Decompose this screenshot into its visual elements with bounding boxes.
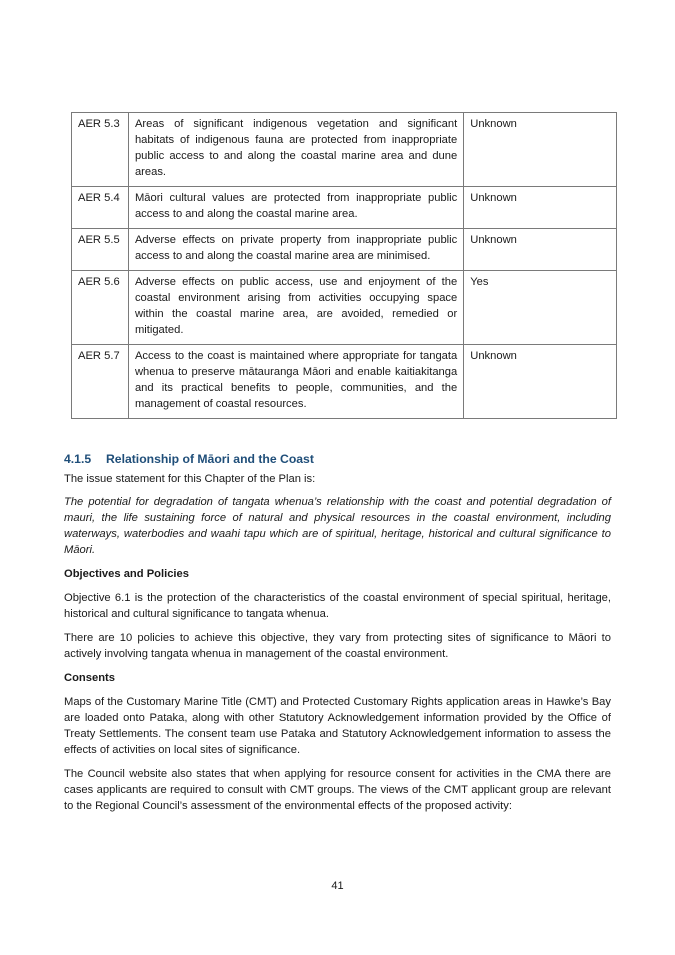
section-number: 4.1.5	[64, 452, 92, 466]
consents-paragraph-2: The Council website also states that when applying for resource consent for activities in the CMA there are cases applicants are required to consult with CMT groups. The views of the CMT applicant group are relevant to the Regional Council’s assessment of the environmental effects of the proposed activity:	[64, 768, 611, 812]
aer-code: AER 5.3	[72, 113, 129, 187]
table-row	[72, 271, 617, 345]
table-row	[72, 187, 617, 229]
aer-code: AER 5.5	[72, 229, 129, 271]
section-content	[64, 450, 611, 822]
aer-code: AER 5.7	[72, 345, 129, 419]
aer-code: AER 5.6	[72, 271, 129, 345]
page-number: 41	[331, 880, 344, 892]
aer-description: Adverse effects on private property from inappropriate public access to and along the coastal marine area are minimised.	[128, 229, 463, 271]
aer-code: AER 5.4	[72, 187, 129, 229]
aer-description: Māori cultural values are protected from inappropriate public access to and along the coastal marine area.	[128, 187, 463, 229]
issue-intro: The issue statement for this Chapter of the Plan is:	[64, 473, 316, 485]
aer-description: Adverse effects on public access, use and enjoyment of the coastal environment arising from activities occupying space within the coastal marine area, are avoided, remedied or mitigated.	[128, 271, 463, 345]
aer-table	[71, 112, 617, 419]
aer-status: Unknown	[464, 113, 617, 187]
aer-description: Access to the coast is maintained where appropriate for tangata whenua to preserve mātauranga Māori and enable kaitiakitanga and its practical benefits to people, communities, and the management of coastal resources.	[128, 345, 463, 419]
aer-status: Unknown	[464, 345, 617, 419]
aer-status: Yes	[464, 271, 617, 345]
table-row	[72, 345, 617, 419]
aer-description: Areas of significant indigenous vegetation and significant habitats of indigenous fauna are protected from inappropriate public access to and along the coastal marine area and dune areas.	[128, 113, 463, 187]
consents-paragraph-1: Maps of the Customary Marine Title (CMT) and Protected Customary Rights application areas in Hawke’s Bay are loaded onto Pataka, along with other Statutory Acknowledgement information provided by the Office of Treaty Settlements. The consent team use Pataka and Statutory Acknowledgement information to assess the effects of activities on local sites of significance.	[64, 696, 611, 756]
aer-status: Unknown	[464, 229, 617, 271]
section-title: Relationship of Māori and the Coast	[106, 452, 314, 466]
objectives-paragraph-1: Objective 6.1 is the protection of the characteristics of the coastal environment of special spiritual, heritage, historical and cultural significance to tangata whenua.	[64, 592, 611, 620]
issue-statement-quote: The potential for degradation of tangata whenua’s relationship with the coast and potential degradation of mauri, the life sustaining force of natural and physical resources in the coastal environment, including waterways, waterbodies and waahi tapu which are of spiritual, heritage, historical and cultural significance to Māori.	[64, 496, 611, 556]
consents-heading: Consents	[64, 672, 115, 684]
aer-status: Unknown	[464, 187, 617, 229]
objectives-paragraph-2: There are 10 policies to achieve this objective, they vary from protecting sites of significance to Māori to actively involving tangata whenua in management of the coastal environment.	[64, 632, 611, 660]
table-row	[72, 113, 617, 187]
section-heading	[64, 450, 611, 468]
objectives-heading: Objectives and Policies	[64, 568, 189, 580]
table-row	[72, 229, 617, 271]
